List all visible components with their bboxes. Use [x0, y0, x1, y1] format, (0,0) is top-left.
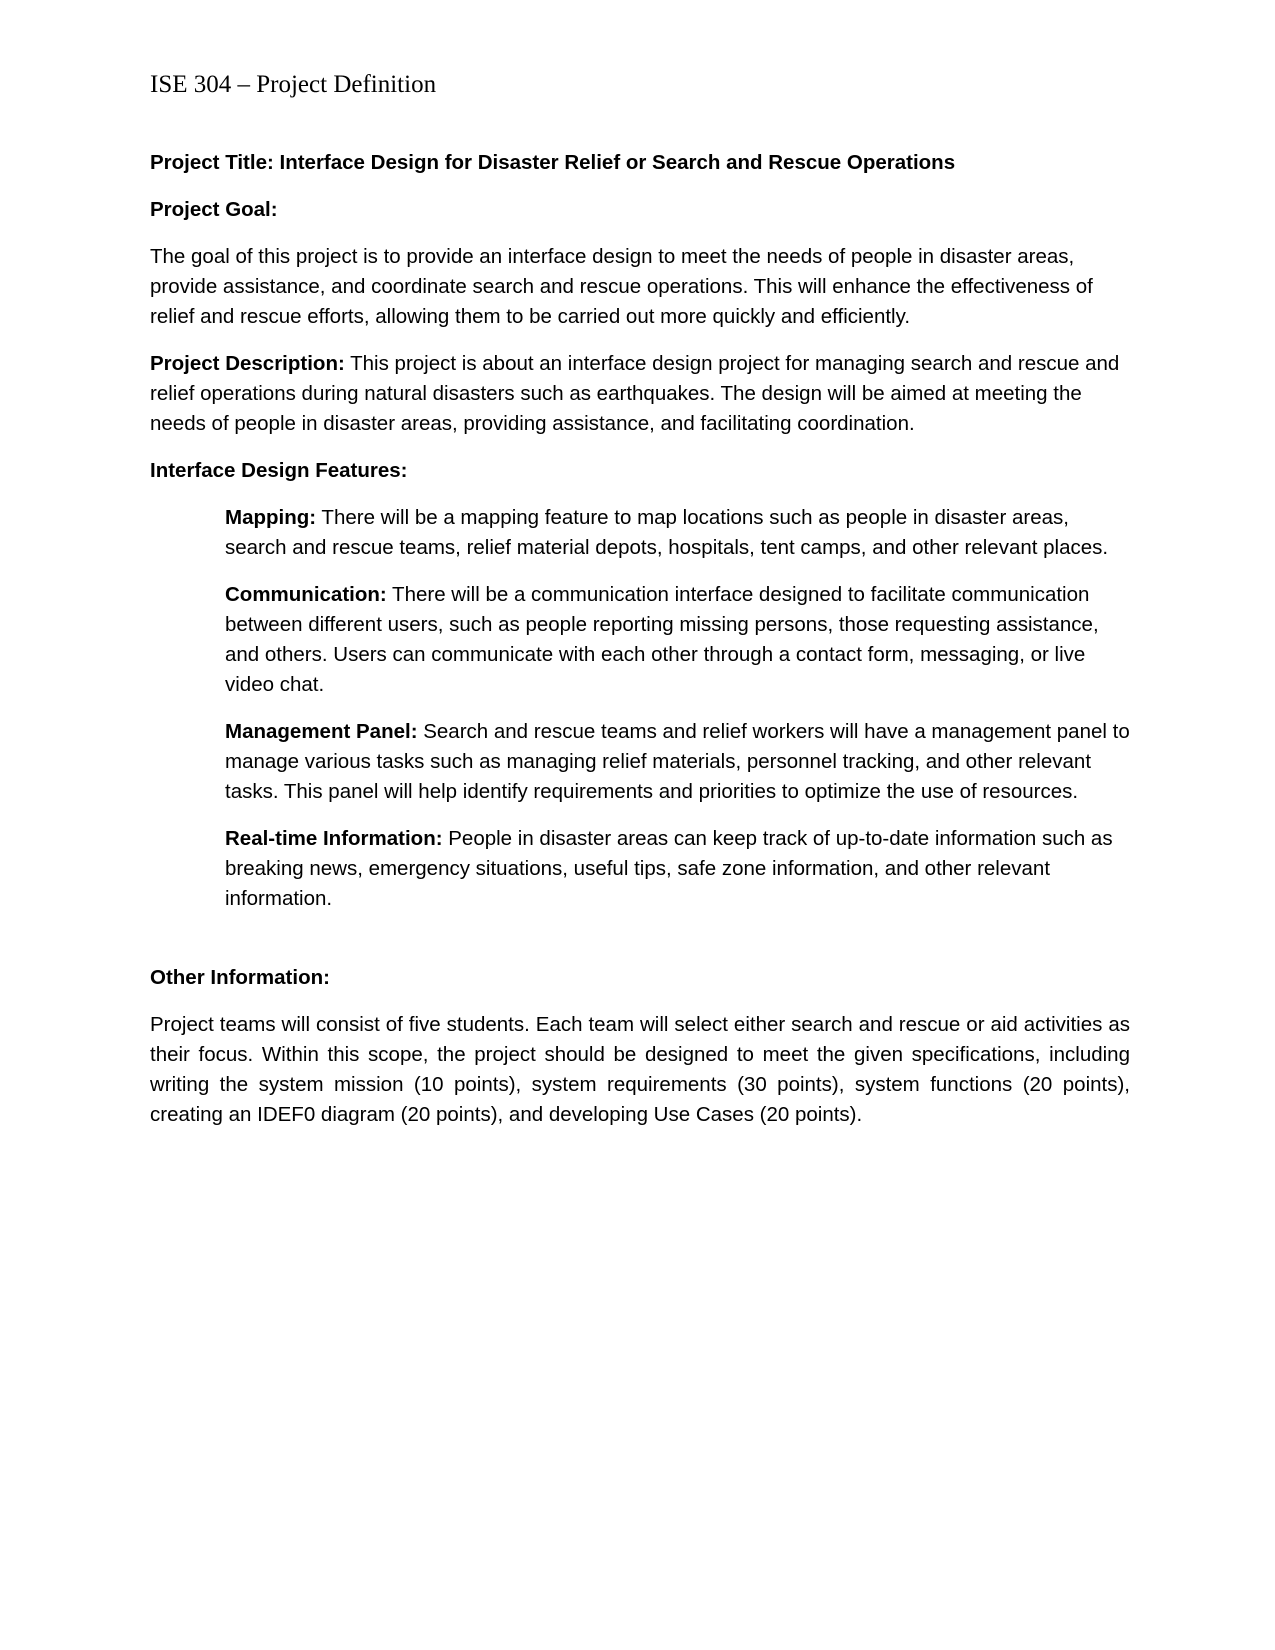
project-title: [150, 148, 1130, 178]
feature-text: Search and rescue teams and relief workers will have a management panel to manage various tasks such as managing relief materials, personnel tracking, and other relevant tasks. This panel will help identify requirements and priorities to optimize the use of resources.: [225, 720, 1130, 803]
feature-communication: [225, 580, 1130, 700]
project-goal-heading: Project Goal:: [150, 198, 278, 221]
project-description-text: This project is about an interface design project for managing search and rescue and relief operations during natural disasters such as earthquakes. The design will be aimed at meeting the needs of people in disaster areas, providing assistance, and facilitating coordination.: [150, 352, 1120, 435]
feature-label: Management Panel:: [225, 720, 418, 743]
project-goal-text: The goal of this project is to provide an interface design to meet the needs of people in disaster areas, provide assistance, and coordinate search and rescue operations. This will enhance the effectiveness of relief and rescue efforts, allowing them to be carried out more quickly and efficiently.: [150, 245, 1093, 328]
other-information-text: Project teams will consist of five students. Each team will select either search and rescue or aid activities as their focus. Within this scope, the project should be designed to meet the given specifications, including writing the system mission (10 points), system requirements (30 points), system functions (20 points), creating an IDEF0 diagram (20 points), and developing Use Cases (20 points).: [150, 1013, 1130, 1126]
project-title-label: Project Title:: [150, 151, 274, 174]
feature-management-panel: [225, 717, 1130, 807]
feature-text: There will be a communication interface designed to facilitate communication between different users, such as people reporting missing persons, those requesting assistance, and others. Users can communicate with each other through a contact form, messaging, or live video chat.: [225, 583, 1099, 696]
page-header: ISE 304 – Project Definition: [150, 71, 437, 98]
feature-text: There will be a mapping feature to map locations such as people in disaster areas, search and rescue teams, relief material depots, hospitals, tent camps, and other relevant places.: [225, 506, 1109, 559]
feature-real-time-information: [225, 824, 1130, 914]
project-description-label: Project Description:: [150, 352, 345, 375]
project-description: [150, 349, 1130, 439]
other-information-heading: Other Information:: [150, 966, 330, 989]
section-spacer: [150, 931, 1130, 963]
feature-label: Communication:: [225, 583, 387, 606]
document-body: [150, 148, 1130, 1147]
feature-text: People in disaster areas can keep track of up-to-date information such as breaking news, emergency situations, useful tips, safe zone information, and other relevant information.: [225, 827, 1113, 910]
feature-label: Mapping:: [225, 506, 317, 529]
project-title-value: Interface Design for Disaster Relief or Search and Rescue Operations: [279, 151, 956, 174]
features-heading: Interface Design Features:: [150, 459, 408, 482]
feature-label: Real-time Information:: [225, 827, 443, 850]
feature-mapping: [225, 503, 1130, 563]
